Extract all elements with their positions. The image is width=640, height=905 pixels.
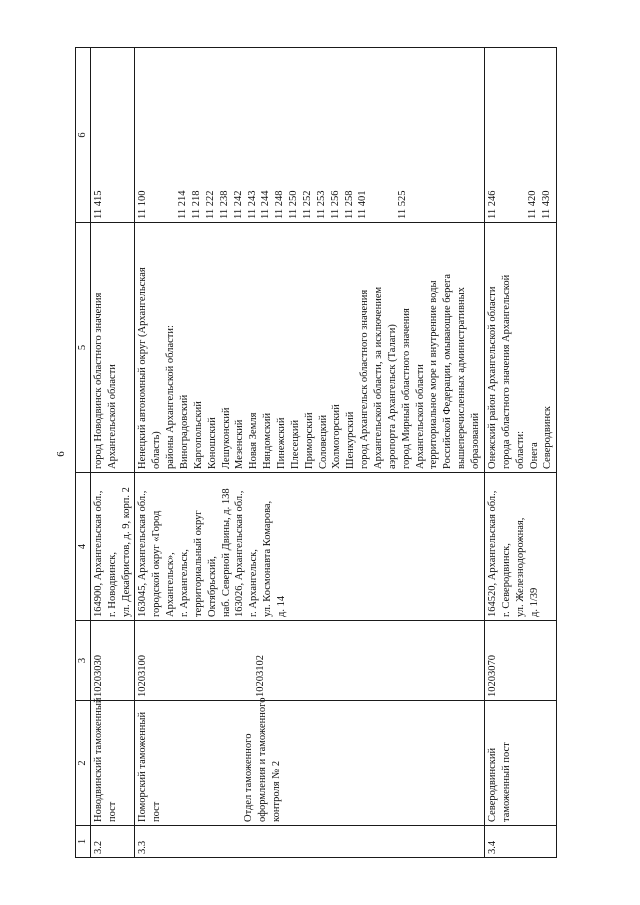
cell-line: город Новодвинск областного значения bbox=[92, 292, 104, 469]
cell-line bbox=[163, 624, 176, 697]
table-body bbox=[90, 47, 556, 857]
cell-line: 163045, Архангельская обл., bbox=[137, 490, 149, 617]
post-name-cell bbox=[484, 700, 556, 825]
cell-line: 11 222 bbox=[205, 190, 217, 219]
cell-line: Виноградовский bbox=[179, 394, 191, 469]
cell-line: Северодвинский bbox=[486, 747, 498, 822]
cell-line: г. Архангельск, bbox=[179, 548, 191, 617]
cell-line bbox=[229, 704, 242, 822]
cell-line: город Архангельск областного значения bbox=[359, 289, 371, 469]
cell-line bbox=[163, 51, 176, 219]
column-header-2: 2 bbox=[76, 700, 91, 825]
cell-line: Архангельск», bbox=[165, 551, 177, 617]
cell-line: наб. Северной Двины, д. 138 bbox=[220, 487, 232, 617]
cell-line: оформления и таможенного bbox=[257, 697, 269, 822]
cell-line bbox=[500, 51, 513, 219]
cell-line: 11 242 bbox=[232, 190, 244, 219]
post-name-cell bbox=[135, 697, 484, 825]
cell-line: Новодвинский таможенный bbox=[92, 696, 104, 822]
cell-line: Октябрьский, bbox=[206, 555, 218, 617]
page-number: 6 bbox=[54, 451, 67, 457]
cell-line: 11 256 bbox=[329, 190, 341, 219]
cell-line: 11 244 bbox=[260, 190, 272, 219]
cell-line: 11 248 bbox=[274, 190, 286, 219]
cell-line: 11 525 bbox=[397, 190, 409, 219]
cell-line bbox=[150, 51, 163, 219]
column-header-1: 1 bbox=[76, 825, 91, 857]
cell-line: Соловецкий bbox=[317, 414, 329, 469]
column-header-5: 5 bbox=[76, 222, 91, 472]
cell-line: Лешуконский bbox=[220, 407, 232, 469]
cell-line: 10203030 bbox=[92, 654, 104, 697]
territory-cell bbox=[90, 222, 135, 472]
cell-line: Ненецкий автономный округ (Архангельская bbox=[137, 266, 149, 469]
cell-line: Архангельской области bbox=[106, 363, 118, 469]
row-number-cell: 3.3 bbox=[135, 825, 484, 857]
cell-line bbox=[216, 704, 229, 822]
post-name-cell bbox=[90, 696, 135, 825]
cell-line: 11 238 bbox=[218, 190, 230, 219]
cell-line: 164520, Архангельская обл., bbox=[486, 490, 498, 617]
cell-line: ул. Железнодорожная, bbox=[514, 517, 526, 617]
cell-line: Северодвинск bbox=[542, 405, 554, 469]
cell-line: д. 1/39 bbox=[528, 587, 540, 617]
cell-line: территориальный округ bbox=[192, 509, 204, 617]
table-row bbox=[484, 47, 556, 857]
okato-codes-cell bbox=[135, 47, 484, 222]
territory-cell bbox=[484, 222, 556, 472]
cell-line bbox=[370, 51, 383, 219]
table-row bbox=[135, 47, 484, 857]
post-code-cell bbox=[135, 620, 484, 700]
cell-line: Холмогорский bbox=[331, 403, 343, 469]
cell-line: Мезенский bbox=[234, 419, 246, 469]
cell-line: Няндомский bbox=[262, 412, 274, 469]
cell-line: городской округ «Город bbox=[151, 510, 163, 617]
cell-line: 11 430 bbox=[540, 190, 552, 219]
cell-line: Отдел таможенного bbox=[243, 733, 255, 822]
cell-line: Каргопольский bbox=[192, 400, 204, 469]
cell-line: образований bbox=[470, 412, 482, 469]
row-number-cell: 3.2 bbox=[90, 825, 135, 857]
cell-line: 163026, Архангельская обл., bbox=[234, 490, 246, 617]
cell-line bbox=[176, 624, 189, 697]
cell-line: Архангельской области, за исключением bbox=[373, 286, 385, 469]
cell-line bbox=[177, 704, 190, 822]
cell-line bbox=[189, 624, 202, 697]
cell-line: 10203100 bbox=[137, 654, 149, 697]
cell-line: области: bbox=[514, 430, 526, 469]
cell-line: г. Северодвинск, bbox=[500, 542, 512, 617]
cell-line: Пинежский bbox=[276, 416, 288, 469]
okato-codes-cell bbox=[90, 47, 135, 222]
cell-line: 11 415 bbox=[92, 190, 104, 219]
cell-line: аэропорта Архангельск (Талаги) bbox=[386, 323, 398, 469]
cell-line: таможенный пост bbox=[500, 741, 512, 822]
cell-line: 11 243 bbox=[246, 190, 258, 219]
post-code-cell bbox=[484, 620, 556, 700]
address-cell bbox=[484, 472, 556, 620]
cell-line bbox=[513, 51, 526, 219]
address-cell bbox=[90, 472, 135, 620]
cell-line: города областного значения Архангельской bbox=[500, 274, 512, 469]
post-code-cell bbox=[90, 620, 135, 700]
cell-line: г. Новодвинск, bbox=[106, 551, 118, 617]
cell-line bbox=[215, 624, 228, 697]
cell-line: ул. Декабристов, д. 9, корп. 2 bbox=[120, 486, 132, 617]
cell-line: 11 214 bbox=[177, 190, 189, 219]
column-number-row bbox=[76, 47, 91, 857]
territory-cell bbox=[135, 222, 484, 472]
table-row bbox=[90, 47, 135, 857]
cell-line: Поморский таможенный bbox=[137, 711, 149, 822]
cell-line: Плесецкий bbox=[289, 419, 301, 469]
rotated-page bbox=[75, 48, 565, 858]
cell-line: Онега bbox=[528, 441, 540, 469]
cell-line bbox=[150, 624, 163, 697]
customs-posts-table bbox=[75, 47, 557, 858]
cell-line: 11 250 bbox=[288, 190, 300, 219]
cell-line: территориальное море и внутренние воды bbox=[428, 279, 440, 469]
address-cell bbox=[135, 472, 484, 620]
row-number-cell: 3.4 bbox=[484, 825, 556, 857]
cell-line: Коношский bbox=[206, 416, 218, 469]
cell-line: 11 218 bbox=[191, 190, 203, 219]
cell-line: 11 253 bbox=[315, 190, 327, 219]
cell-line: 11 401 bbox=[357, 190, 369, 219]
cell-line bbox=[241, 624, 254, 697]
cell-line bbox=[202, 624, 215, 697]
column-header-4: 4 bbox=[76, 472, 91, 620]
cell-line: 11 246 bbox=[486, 190, 498, 219]
cell-line: 164900, Архангельская обл., bbox=[92, 490, 104, 617]
cell-line: 11 420 bbox=[526, 190, 538, 219]
cell-line bbox=[190, 704, 203, 822]
cell-line: районы Архангельской области: bbox=[165, 324, 177, 469]
cell-line: 10203070 bbox=[486, 654, 498, 697]
cell-line: г. Архангельск, bbox=[248, 548, 260, 617]
cell-line: Российской Федерации, омывающие берега bbox=[442, 273, 454, 469]
column-header-6: 6 bbox=[76, 47, 91, 222]
cell-line: ул. Космонавта Комарова, bbox=[262, 500, 274, 617]
cell-line bbox=[383, 51, 396, 219]
cell-line: Приморский bbox=[303, 411, 315, 469]
column-header-3: 3 bbox=[76, 620, 91, 700]
cell-line bbox=[228, 624, 241, 697]
cell-line: Новая Земля bbox=[248, 412, 260, 469]
cell-line bbox=[164, 704, 177, 822]
cell-line: пост bbox=[151, 801, 163, 822]
cell-line: Шенкурский bbox=[345, 411, 357, 469]
cell-line bbox=[203, 704, 216, 822]
cell-line: вышеперечисленных административных bbox=[456, 286, 468, 469]
cell-line: Онежский район Архангельской области bbox=[486, 286, 498, 469]
okato-codes-cell bbox=[484, 47, 556, 222]
cell-line: Архангельской области bbox=[414, 363, 426, 469]
cell-line: контроля № 2 bbox=[270, 760, 282, 822]
cell-line: пост bbox=[106, 801, 118, 822]
cell-line: 10203102 bbox=[255, 654, 267, 697]
cell-line: 11 100 bbox=[137, 190, 149, 219]
cell-line: д. 14 bbox=[276, 595, 288, 617]
cell-line: город Мирный областного значения bbox=[400, 307, 412, 469]
cell-line: 11 252 bbox=[302, 190, 314, 219]
cell-line: область) bbox=[151, 430, 163, 469]
cell-line: 11 258 bbox=[343, 190, 355, 219]
